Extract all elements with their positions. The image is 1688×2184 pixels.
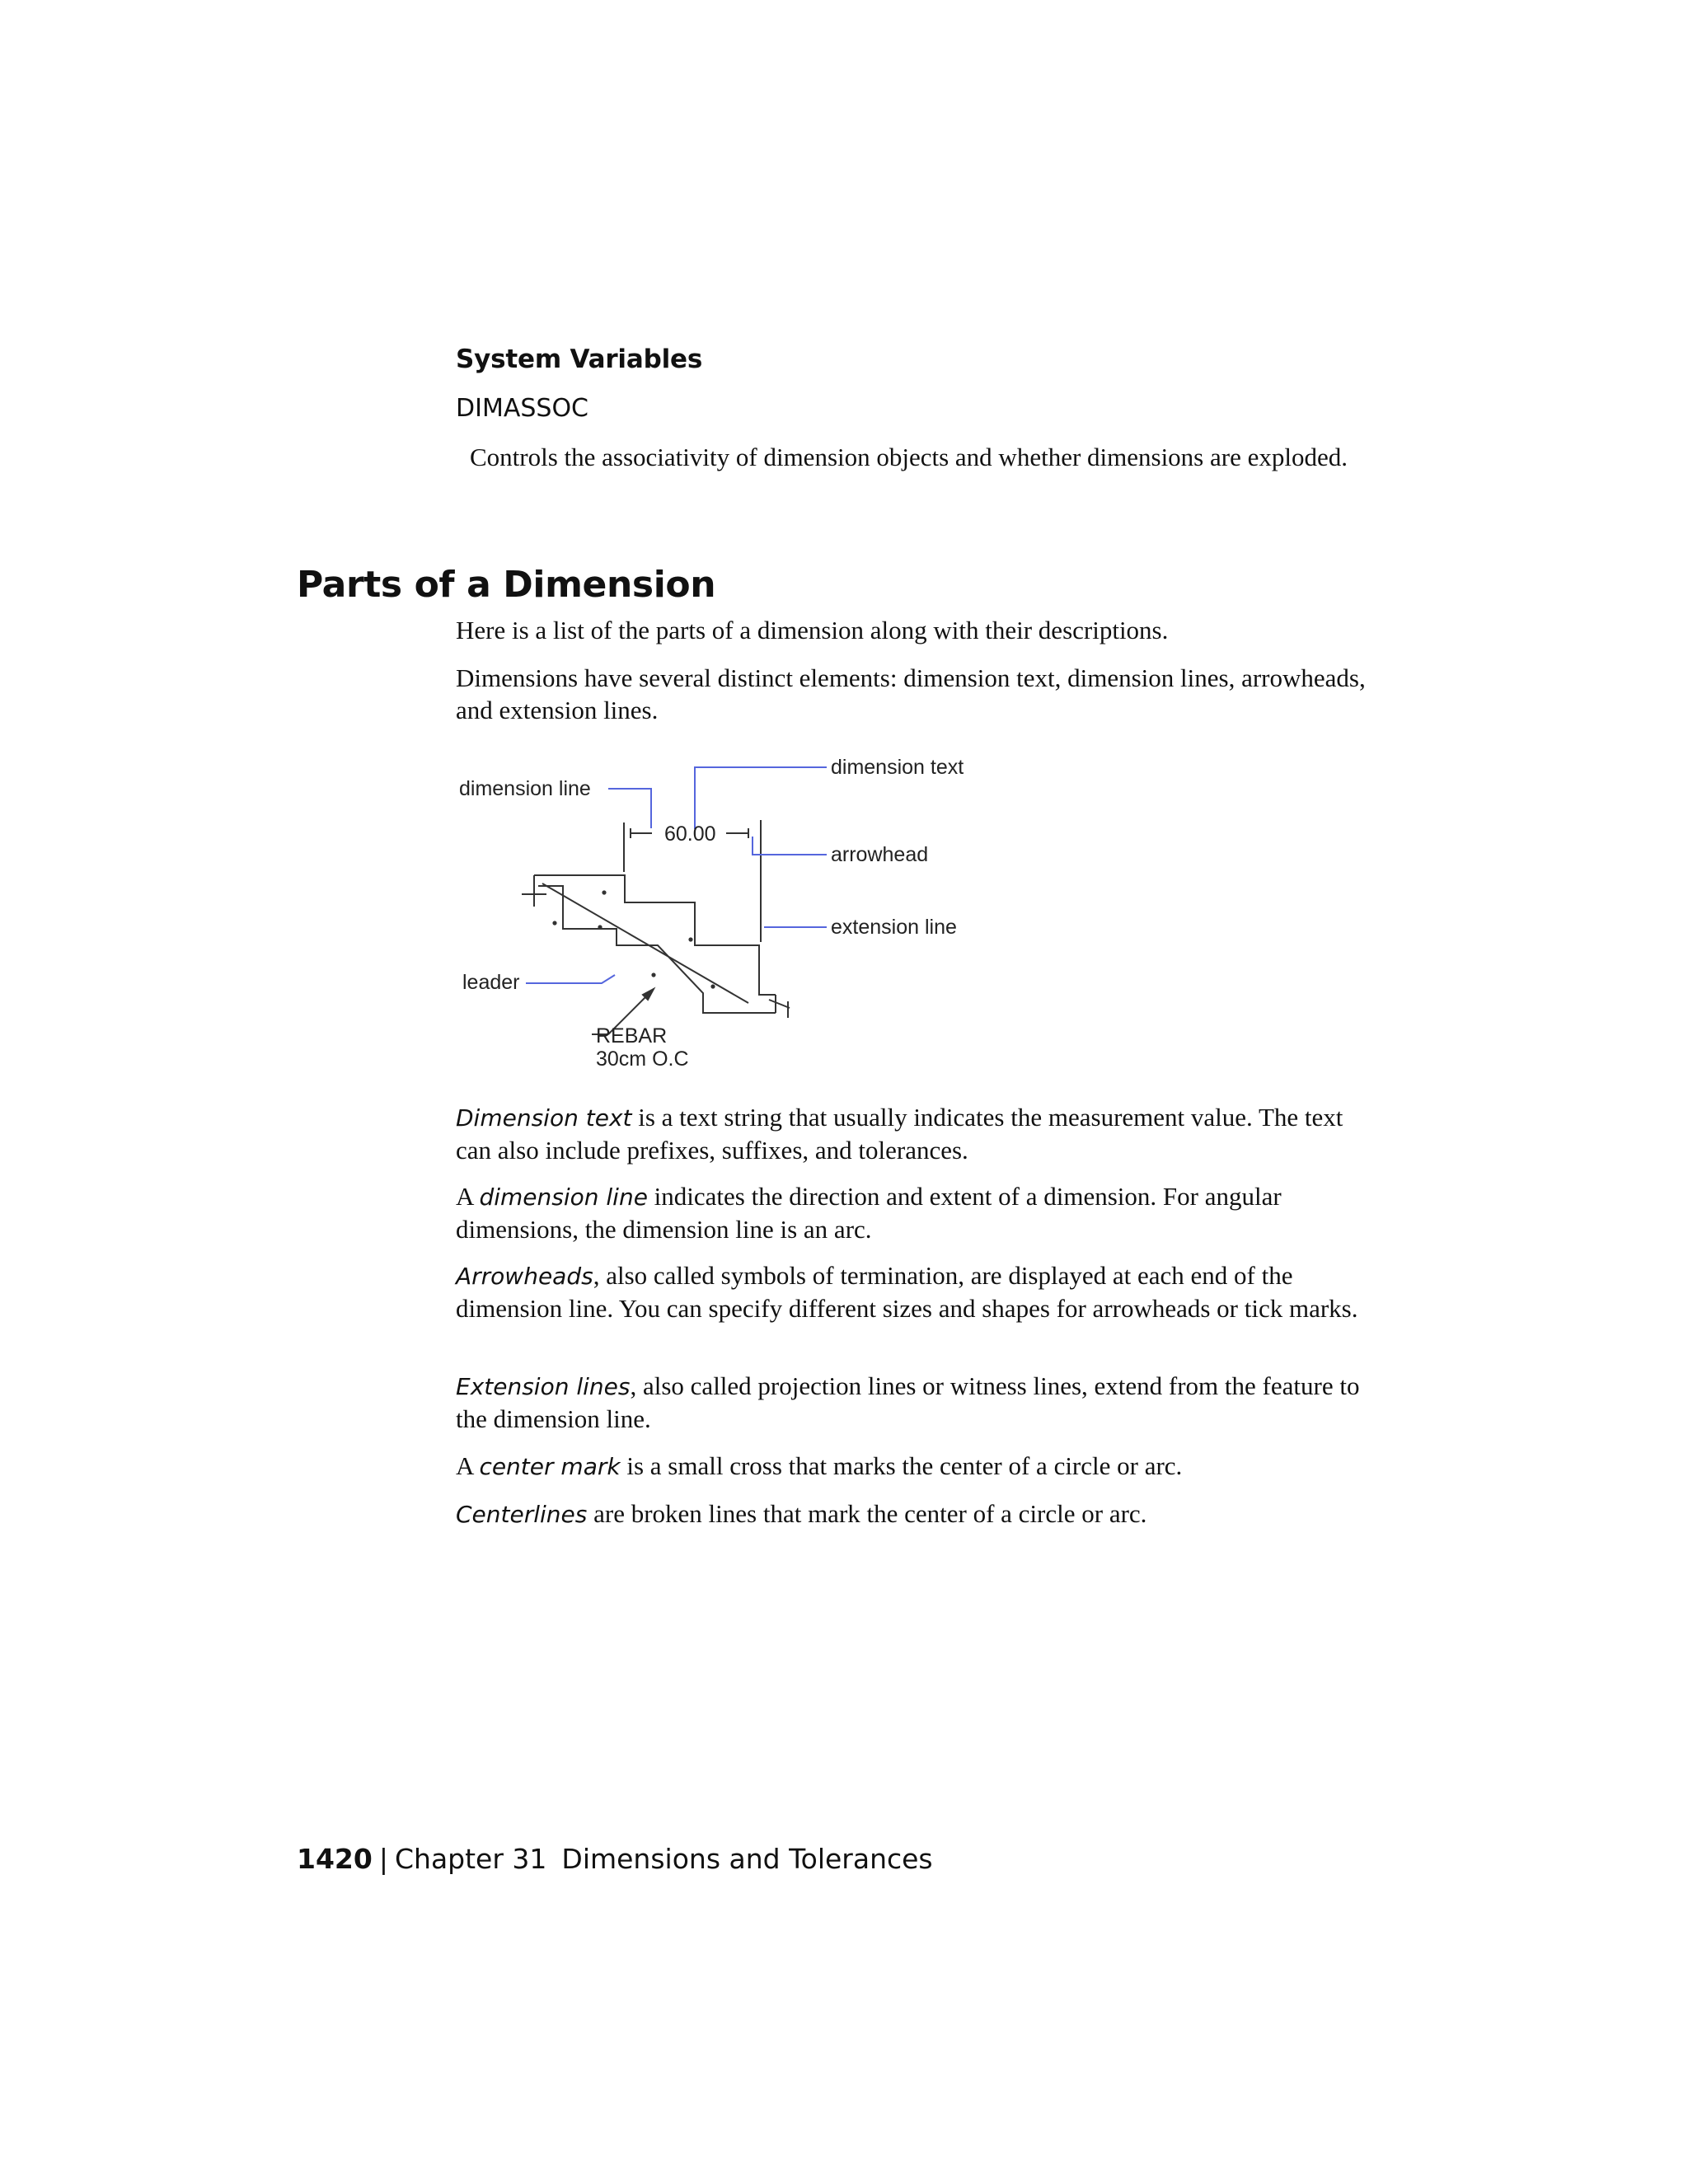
definition-arrowheads: [456, 1259, 1371, 1324]
definition-dimension-text: [456, 1101, 1371, 1166]
definition-extension-lines: [456, 1370, 1371, 1435]
label-extension-line: extension line: [831, 916, 957, 939]
definition-arrowheads-body: , also called symbols of termination, are displayed at each end of the dimension line. You can specify different sizes and shapes for arrowheads or tick marks.: [456, 1261, 1358, 1323]
footer-separator: |: [378, 1843, 388, 1875]
intro-paragraph-1: Here is a list of the parts of a dimension along with their descriptions.: [456, 616, 1169, 644]
label-arrowhead: arrowhead: [831, 843, 929, 866]
intro-paragraph-2: Dimensions have several distinct elements: dimension text, dimension lines, arrowheads, and extension lines.: [456, 663, 1366, 724]
dimension-parts-figure: [456, 754, 1016, 1084]
page-footer: [297, 1843, 933, 1875]
system-variables-heading: System Variables: [456, 344, 703, 374]
system-variable-name: DIMASSOC: [456, 394, 589, 423]
system-variable-description: Controls the associativity of dimension objects and whether dimensions are exploded.: [470, 443, 1348, 471]
term-dimension-text: Dimension text: [456, 1104, 632, 1132]
label-rebar-line-2: 30cm O.C: [596, 1047, 689, 1071]
definition-center-mark: [456, 1450, 1371, 1483]
term-centerlines: Centerlines: [456, 1501, 588, 1528]
footer-chapter: Chapter 31: [394, 1843, 547, 1875]
definition-center-mark-prefix: A: [456, 1451, 480, 1480]
definition-dimension-line-prefix: A: [456, 1182, 480, 1211]
page-number: 1420: [297, 1843, 373, 1875]
label-leader: leader: [462, 971, 520, 994]
label-rebar-line-1: REBAR: [596, 1024, 668, 1047]
definition-dimension-text-body: is a text string that usually indicates the measurement value. The text can also include prefixes, suffixes, and tolerances.: [456, 1103, 1343, 1165]
label-dimension-text: dimension text: [831, 756, 964, 779]
stair-drawing: [522, 820, 790, 1034]
definition-dimension-line: [456, 1180, 1371, 1245]
label-dimension-value: 60.00: [664, 823, 716, 846]
term-dimension-line: dimension line: [479, 1183, 648, 1211]
section-title: Parts of a Dimension: [297, 564, 716, 606]
term-extension-lines: Extension lines: [456, 1373, 631, 1400]
definition-centerlines-body: are broken lines that mark the center of a circle or arc.: [587, 1499, 1147, 1528]
definition-extension-lines-body: , also called projection lines or witness lines, extend from the feature to the dimension line.: [456, 1371, 1360, 1433]
definition-dimension-line-body: indicates the direction and extent of a dimension. For angular dimensions, the dimension line is an arc.: [456, 1182, 1282, 1244]
term-center-mark: center mark: [479, 1453, 621, 1480]
term-arrowheads: Arrowheads: [456, 1263, 593, 1290]
label-dimension-line: dimension line: [459, 777, 591, 800]
definition-center-mark-body: is a small cross that marks the center of a circle or arc.: [620, 1451, 1183, 1480]
footer-chapter-title: Dimensions and Tolerances: [561, 1843, 933, 1875]
definition-centerlines: [456, 1497, 1371, 1530]
